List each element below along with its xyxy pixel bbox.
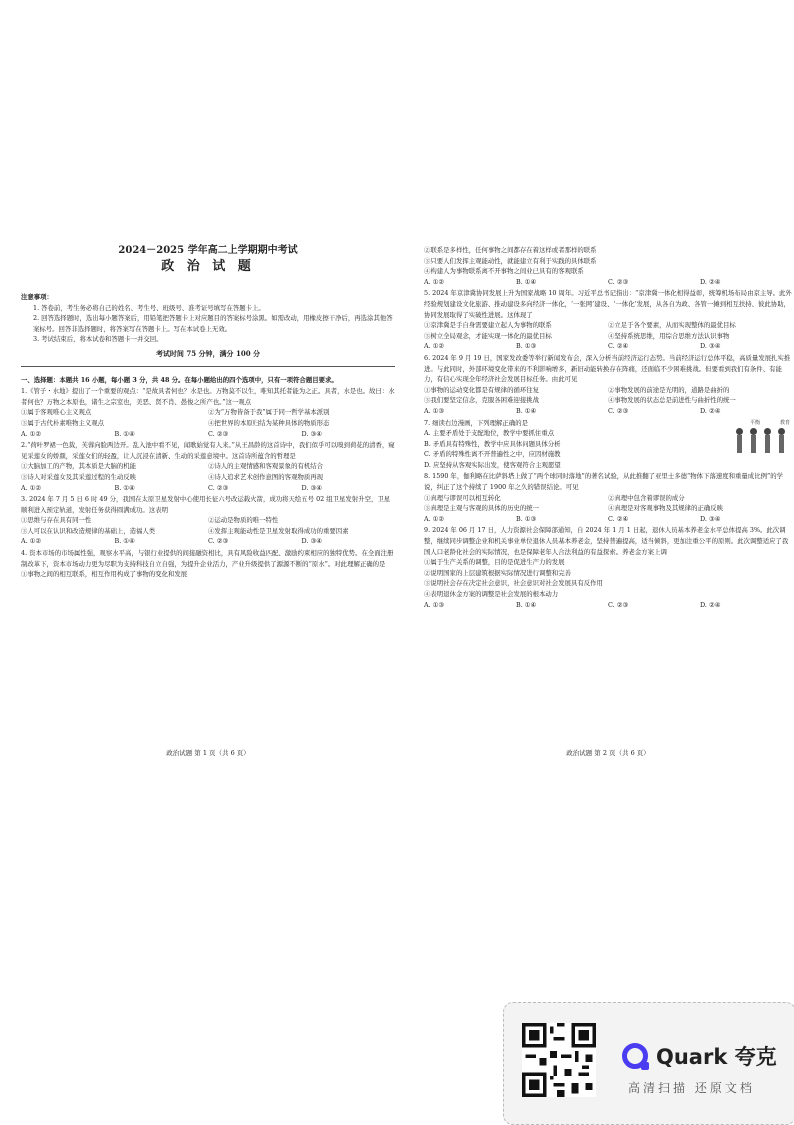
answer-option: C. ②④	[608, 514, 629, 523]
statement: ①思维与存在具有同一性	[21, 516, 92, 525]
statement-row	[21, 515, 395, 526]
answer-option: D. ②④	[700, 406, 721, 415]
question	[21, 494, 395, 547]
question	[424, 245, 792, 287]
statement-row	[424, 331, 792, 342]
question-stem: 1.《管子・水地》提出了一个重要的观点：“是故具者何也？水是也。万物莫不以生，唯知其托者能为之正。具者，水是也。故曰：水者何也？万物之本原也，诸生之宗室也，美恶、贤不肖、愚俊之所产也。”这一观点	[21, 387, 395, 406]
answer-option: D. ③④	[301, 537, 322, 546]
person-body	[737, 435, 742, 453]
statement: ②立足于各个要素，从而实现整体的最优目标	[608, 321, 736, 330]
answer-option: B. ①④	[516, 600, 537, 609]
question	[21, 548, 395, 580]
quark-logo	[622, 1041, 777, 1071]
answer-option: A. ①②	[21, 429, 42, 438]
statement: ①事物的运动变化都是有规律的循环往复	[424, 385, 540, 394]
answer-option: D. ②④	[700, 277, 721, 286]
answer-option: C. ②③	[608, 406, 629, 415]
statement-row	[424, 503, 792, 514]
answer-option: A. ①③	[424, 406, 445, 415]
person-body	[751, 435, 756, 453]
statement: ④构建人为事物联系离不开事物之间业已具有的客观联系	[424, 267, 584, 276]
statement-row	[21, 526, 395, 537]
question-list	[424, 245, 792, 610]
page-footer-left: 政治试题 第 1 页（共 6 页）	[166, 749, 250, 757]
answer-option: D. ③④	[301, 483, 322, 492]
answer-options	[424, 406, 792, 417]
question	[424, 353, 792, 417]
question-stem: 6. 2024 年 9 月 19 日，国家发改委等举行新闻发布会，深入分析当前经济运行态势。当前经济运行总体平稳，高质量发展扎实推进。与此同时，外部环境变化带来的不利影响增多，新旧动能转换存在阵痛，还面临不少困难挑战。但要看到我们有条件、有能力，有信心实现全年经济社会发展目标任务。由此可见	[424, 353, 791, 384]
statement: ④事物发展的状态总是前进性与曲折性的统一	[608, 396, 736, 405]
statement: C. 矛盾的特殊性离不开普遍性之中，应因材施教	[424, 450, 561, 459]
statement: ④坚持系统思维，用综合思维方法认识事物	[608, 331, 730, 340]
statement: ④发挥主观能动性是卫星发射取得成功的重要因素	[208, 526, 349, 535]
answer-options	[424, 277, 792, 288]
answer-option: D. ③④	[700, 514, 721, 523]
statement: ③属于古代朴素唯物主义观点	[21, 418, 105, 427]
statement: ①真理与谬误可以相互转化	[424, 493, 501, 502]
statement: A. 主要矛盾处于支配地位，教学中要抓住重点	[424, 429, 555, 438]
answer-option: A. ①②	[424, 514, 445, 523]
quark-logo-icon	[622, 1043, 648, 1069]
statement: ③树立全局观念，才能实现一体化的最优目标	[424, 331, 552, 340]
person-head	[736, 428, 743, 435]
divider	[21, 366, 395, 367]
statement: ④诗人追求艺术创作意图的客观物质再现	[208, 472, 324, 481]
statement: ④表明退休金方案的调整是社会发展的根本动力	[424, 590, 559, 598]
person-icon	[778, 428, 785, 454]
answer-option: C. ②③	[608, 600, 629, 609]
statement: ③说明社会存在决定社会意识，社会意识对社会发展具有反作用	[424, 579, 603, 588]
statement: ②诗人的主观情感和客观景象的有机结合	[208, 462, 324, 471]
statement-row	[21, 407, 395, 418]
statement: ③人可以在认识和改造规律的基础上，造福人类	[21, 526, 156, 535]
statement: ②联系是多样性，任何事物之间都存在着这样或者那样的联系	[424, 246, 597, 254]
answer-options	[424, 514, 792, 525]
answer-options	[21, 483, 395, 494]
answer-option: C. ②④	[608, 342, 629, 351]
answer-option: A. ①③	[424, 600, 445, 609]
statement-row	[424, 493, 792, 504]
statement: ①事物之间的相互联系，相互作用构成了事物的变化和发展	[21, 570, 188, 579]
exam-time-info: 考试时间 75 分钟，满分 100 分	[155, 348, 261, 358]
answer-option: D. ③④	[700, 342, 721, 351]
question-stem: 3. 2024 年 7 月 5 日 6 时 49 分，我国在太原卫星发射中心使用长征六号改运载火箭，成功将天绘五号 02 组卫星发射升空，卫星顺利进入预定轨道，发射任务获得圆满成功。这表明	[21, 495, 391, 514]
question-stem: 5. 2024 年京津冀协同发展上升为国家战略 10 周年。习近平总书记指出：“京津冀一体化相得益彰，统筹机场布局由京主导。此外经验规划建设文化旅游、推动建设多向经济一体化，‘一张网’建设、‘一体化’发展，从各自为政、各管一摊到相互扶持、彼此协助，协同发展取得了实破性进展。这体现了	[424, 289, 792, 319]
statement: ②运动是物质的唯一特性	[208, 516, 279, 525]
question-stem: 4. 资本市场的市场属性强，观察水平高，与银行业提供的间接融资相比，具有风险收益匹配、激励约束相应的独特优势。在全面注册制改革下，资本市场动力更为尽职为支持科技自立自强，为提升企业活力，产业升级提供了源源不断的“原水”。对此理解正确的是	[21, 549, 394, 568]
statement: ③真理是主观与客观的具体的历史的统一	[424, 504, 540, 513]
quark-brand: Quark 夸克	[656, 1045, 777, 1069]
person-body	[779, 435, 784, 453]
cartoon-figure	[736, 418, 792, 454]
statement: ②事物发展的前途是光明的，道路是曲折的	[608, 385, 730, 394]
answer-option: A. ①②	[424, 277, 445, 286]
answer-option: B. ①④	[114, 429, 135, 438]
person-body	[765, 435, 770, 453]
answer-option: C. ②③	[208, 483, 229, 492]
question	[424, 418, 792, 471]
answer-option: D. ②④	[700, 600, 721, 609]
section-heading: 一、选择题：本题共 16 小题，每小题 3 分，共 48 分。在每小题给出的四个选项中，只有一项符合题目要求。	[21, 375, 338, 384]
notice-item: 1. 答卷前，考生务必将自己的姓名、考生号、班级号、准考证号填写在答题卡上。	[33, 303, 265, 312]
statement: ①属于生产关系的调整，目的是促进生产力的发展	[424, 558, 565, 567]
statement: ①京津冀是手自身需要建立起人为事物的联系	[424, 321, 552, 330]
statement-row	[424, 395, 792, 406]
question	[424, 471, 792, 524]
statement: ③只要人们发挥主观能动性，就能建立有利于实践的具体联系	[424, 256, 597, 265]
answer-option: B. ①④	[516, 277, 537, 286]
person-head	[750, 428, 757, 435]
statement-row	[424, 320, 792, 331]
question	[21, 440, 395, 493]
question-stem: 7. 细读右边漫画，下列理解正确的是	[424, 418, 528, 427]
qr-code-icon	[522, 1023, 596, 1097]
statement-row	[424, 385, 792, 396]
person-icon	[750, 428, 757, 454]
question-with-figure	[424, 418, 792, 471]
statement: ③诗人对采莲女及其采莲过程的生动反映	[21, 472, 137, 481]
answer-options	[21, 429, 395, 440]
answer-option: B. ①③	[516, 342, 537, 351]
left-column	[21, 244, 395, 764]
person-icon	[736, 428, 743, 454]
question	[424, 288, 792, 352]
answer-options	[424, 341, 792, 352]
answer-option: B. ①④	[114, 483, 135, 492]
answer-option: A. ①②	[21, 483, 42, 492]
statement: ②说明国家的上层建筑根据实际情况进行调整和完善	[424, 568, 571, 577]
statement: ②真理中包含着谬误的成分	[608, 493, 685, 502]
figure-label: 平衡	[750, 419, 761, 426]
notice-heading: 注意事项：	[21, 293, 53, 301]
answer-option: B. ①③	[516, 514, 537, 523]
statement: D. 应坚持从客观实际出发，使客观符合主观愿望	[424, 460, 561, 469]
right-column	[424, 244, 792, 764]
question-stem: 8. 1590 年，伽利略在比萨斜塔上做了“两个球同时落地”的著名试验，从此推翻了亚里士多德“物体下落速度和重量成比例”的学说，纠正了这个持续了 1900 年之久的错误结论。可见	[424, 472, 784, 492]
statement: ①大脑加工的产物，其本质是大脑的机能	[21, 462, 137, 471]
answer-option: B. ①④	[114, 537, 135, 546]
answer-options	[21, 536, 395, 547]
question-stem: 2.“荷叶罗裙一色裁，芙蓉向脸两边开。乱入池中看不见，闻歌始觉有人来。”从王昌龄的这首诗中，我们似乎可以嗅到荷花的清香，窥见采莲女的娇颜，采莲女们的轻盈，让人沉浸在清新、生动的采莲意境中。这首诗所蕴含的哲理是	[21, 441, 395, 460]
answer-option: A. ①②	[424, 342, 445, 351]
figure-label: 教育	[780, 419, 791, 426]
notice-item: 2. 回答选择题时，选出每小题答案后，用铅笔把答题卡上对应题目的答案标号涂黑。如需改动，用橡皮擦干净后，再选涂其他答案标号。回答非选择题时，将答案写在答题卡上。写在本试卷上无效。	[33, 314, 393, 333]
answer-option: A. ①②	[21, 537, 42, 546]
statement: ④真理是对客观事物及其规律的正确反映	[608, 504, 724, 513]
person-head	[778, 428, 785, 435]
person-icon	[764, 428, 771, 454]
quark-scan-card	[503, 1002, 794, 1125]
answer-option: C. ②③	[208, 537, 229, 546]
statement: ②为“万物皆备于我”属于同一哲学基本派别	[208, 408, 330, 417]
question	[21, 386, 395, 439]
answer-option: B. ①④	[516, 406, 537, 415]
answer-option: D. ③④	[301, 429, 322, 438]
statement: B. 矛盾具有特殊性，教学中应具体问题具体分析	[424, 439, 561, 448]
question-list	[21, 386, 395, 580]
statement-row	[21, 418, 395, 429]
statement: ③我们要坚定信念，克服各困难迎接挑战	[424, 396, 540, 405]
exam-title: 2024－2025 学年高二上学期期中考试	[118, 245, 298, 256]
question-stem: 9. 2024 年 06 月 17 日，人力资源社会保障部通知，自 2024 年 1 月 1 日起，退休人员基本养老金水平总体提高 3%。此次调整，继续同步调整企业和机关事业单位退休人员基本养老金，坚持普遍提高，适当倾斜，更加注重公平的原则。此次调整适应了我国人口老龄化社会的实际情况，也是保障老年人合法利益的有益探索。养老金方案上调	[424, 526, 789, 556]
statement: ④把世界的本原归结为某种具体的物质形态	[208, 418, 330, 427]
question	[424, 525, 792, 610]
exam-subject: 政 治 试 题	[161, 259, 255, 274]
page-footer-right: 政治试题 第 2 页（共 6 页）	[566, 749, 650, 757]
answer-options	[424, 600, 792, 611]
notice-item: 3. 考试结束后，将本试卷和答题卡一并交回。	[33, 335, 163, 344]
question-text	[424, 418, 730, 471]
person-head	[764, 428, 771, 435]
answer-option: C. ②③	[208, 429, 229, 438]
answer-option: C. ②③	[608, 277, 629, 286]
statement-row	[21, 461, 395, 472]
statement: ①属于客观唯心主义观点	[21, 408, 92, 417]
quark-tagline: 高清扫描 还原文档	[628, 1081, 755, 1095]
statement-row	[21, 472, 395, 483]
